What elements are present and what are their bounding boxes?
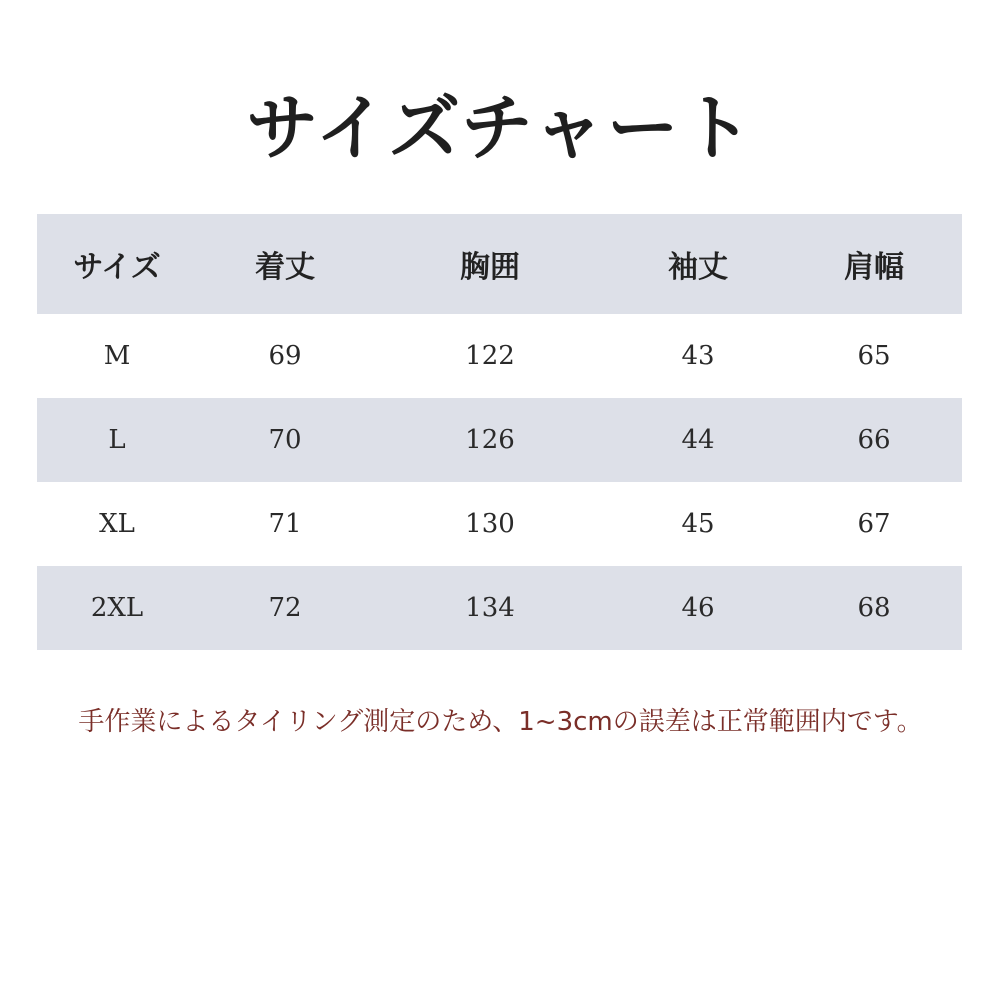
table-row [37,566,962,650]
header-cell-chest: 胸囲 [460,250,520,285]
table-cell: 122 [465,341,515,371]
table-cell: 71 [268,509,302,539]
table-cell: 2XL [90,593,144,623]
size-chart-table [37,214,962,650]
table-cell: 70 [268,425,302,455]
table-cell: L [108,425,126,455]
table-cell: 46 [681,593,715,623]
table-row [37,398,962,482]
table-cell: 126 [465,425,515,455]
table-cell: 45 [681,509,715,539]
table-row [37,482,962,566]
header-cell-size: サイズ [73,250,161,285]
table-row [37,314,962,398]
table-cell: 68 [857,593,891,623]
page-title: サイズチャート [246,86,755,170]
table-header-row [37,214,962,314]
measurement-note: 手作業によるタイリング測定のため、1~3cmの誤差は正常範囲内です。 [78,707,923,737]
table-cell: XL [99,509,135,539]
table-cell: 134 [465,593,515,623]
table-cell: 69 [268,341,302,371]
table-cell: 67 [857,509,891,539]
table-cell: 72 [268,593,302,623]
table-cell: 43 [681,341,715,371]
table-cell: 44 [681,425,715,455]
header-cell-shoulder: 肩幅 [844,250,904,285]
table-cell: 130 [465,509,515,539]
header-cell-length: 着丈 [255,250,315,285]
header-cell-sleeve: 袖丈 [668,250,728,285]
table-cell: 66 [857,425,891,455]
table-cell: 65 [857,341,891,371]
table-cell: M [103,341,131,371]
